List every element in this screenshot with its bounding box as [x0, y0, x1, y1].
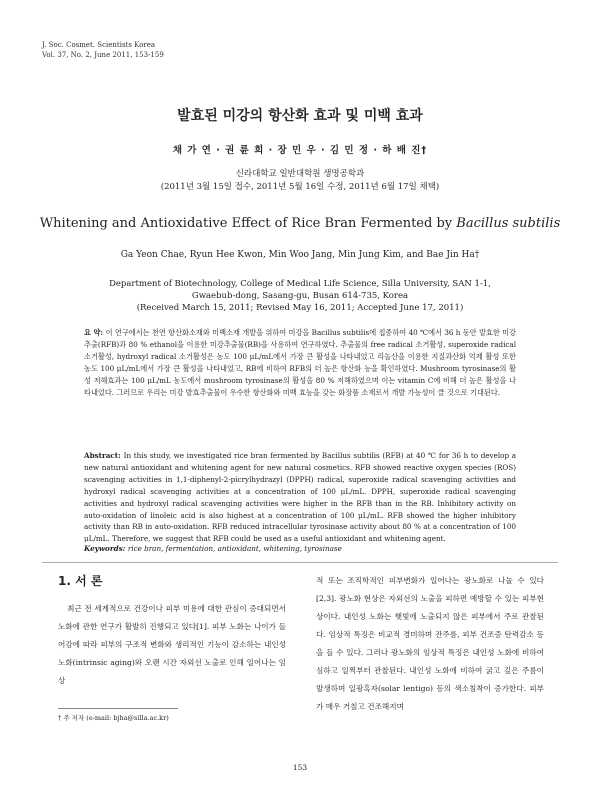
english-abstract-text: In this study, we investigated rice bran fermented by Bacillus subtilis (RFB) at 40 ℃ for 36 h to develop a new natural antioxidant and whitening agent for new natural cosmetics. RFB showed reactive oxygen species (ROS) scavenging activities in 1,1-diphenyl-2-picrylhydrazyl (DPPH) radical, superoxide radical scavenging activities and hydroxyl radical scavenging activities at a concentration of 100 μL/mL. DPPH, superoxide radical scavenging activities and hydroxyl radical scavenging activities were higher in the RFB than in the RB. Inhibitory activity on auto-oxidation of linoleic acid is also highest at a concentration of 100 μL/mL. RFB showed the higher inhibitory activity than RB in auto-oxidation. RFB reduced intracellular tyrosinase activity about 80 % at a concentration of 100 μL/mL. Therefore, we suggest that RFB could be used as a useful antioxidant and whitening agent. [84, 451, 517, 544]
korean-abstract [84, 327, 516, 399]
keywords-label: Keywords: [84, 544, 128, 553]
korean-affiliation: 신라대학교 일반대학원 생명공학과 [235, 169, 365, 179]
keywords-text: rice bran, fermentation, antioxidant, whitening, tyrosinase [127, 544, 342, 553]
english-affiliation-line2: Gwaebub-dong, Sasang-gu, Busan 614-735, Korea [191, 291, 409, 301]
korean-affiliation-block [0, 168, 600, 194]
korean-dates: (2011년 3월 15일 접수, 2011년 5월 16일 수정, 2011년 6월 17일 채택) [160, 182, 440, 192]
journal-name: J. Soc. Cosmet. Scientists Korea [42, 41, 156, 49]
korean-abstract-label: 요 약: [84, 328, 106, 337]
journal-header [42, 40, 164, 60]
english-title [0, 216, 600, 231]
english-abstract-label: Abstract: [84, 451, 124, 460]
english-authors: Ga Yeon Chae, Ryun Hee Kwon, Min Woo Jang, Min Jung Kim, and Bae Jin Ha† [120, 250, 480, 260]
english-title-species: Bacillus subtilis [456, 216, 561, 231]
footnote-divider [58, 708, 178, 709]
body-left-column: 최근 전 세계적으로 건강이나 피부 미용에 대한 관심이 증대되면서 노화에 관한 연구가 활발히 진행되고 있다[1]. 피부 노화는 나이가 들어감에 따라 피부의 구조적 변화와 생리적인 기능이 감소하는 내인성 노화(intrinsic aging)와 오랜 시간 자외선 노출로 인해 일어나는 임상 [58, 604, 286, 685]
korean-title: 발효된 미강의 항산화 효과 및 미백 효과 [177, 108, 423, 124]
section-divider [42, 562, 558, 563]
page-number: 153 [292, 763, 308, 772]
korean-authors: 채 가 연 · 권 륜 희 · 장 민 우 · 김 민 정 · 하 배 진† [172, 145, 428, 156]
body-right-column: 적 또는 조직학적인 피부변화가 일어나는 광노화로 나눌 수 있다[2,3]. 광노화 현상은 자외선의 노출을 피하면 예방할 수 있는 피부현상이다. 내인성 노화는 햇빛에 노출되지 않은 피부에서 주로 관찰된다. 임상적 특징은 비교적 경미하며 잔주름, 피부 건조증 탄력감소 등을 들 수 있다. 그러나 광노화의 임상적 특징은 내인성 노화에 비하여 심하고 일찍부터 관찰된다. 내인성 노화에 비하여 굵고 깊은 주름이 발생하며 일광흑자(solar lentigo) 등의 색소침착이 증가한다. 피부가 매우 거칠고 건조해지며 [316, 576, 544, 711]
keywords [84, 544, 516, 553]
english-dates: (Received March 15, 2011; Revised May 16, 2011; Accepted June 17, 2011) [136, 303, 464, 313]
english-abstract [84, 450, 516, 545]
english-title-prefix: Whitening and Antioxidative Effect of Rice Bran Fermented by [39, 216, 457, 231]
english-affiliation-block [0, 278, 600, 314]
english-affiliation-line1: Department of Biotechnology, College of Medical Life Science, Silla University, SAN 1-1, [109, 279, 491, 289]
journal-volume: Vol. 37, No. 2, June 2011, 153-159 [42, 51, 164, 59]
section-title: 1. 서 론 [58, 574, 103, 588]
footnote: † 주 저자 (e-mail: bjha@silla.ac.kr) [58, 714, 169, 722]
korean-abstract-text: 이 연구에서는 천연 항산화소재와 미백소재 개발을 위하여 미강을 Bacillus subtilis에 접종하여 40 ℃에서 36 h 동안 발효한 미강추출(RFB)과 80 % ethanol을 이용한 미강추출물(RB)을 사용하여 연구하였다. 추출물의 free radical 소거활성, superoxide radical 소거활성, hydroxyl radical 소거활성은 농도 100 μL/mL에서 가장 큰 활성을 나타내었고 리놀산을 이용한 지질과산화 억제 활성 또한 농도 100 μL/mL에서 가장 큰 활성을 나타내었고, RB에 비하여 RFB의 더 높은 항산화 능을 확인하였다. Mushroom tyrosinase의 활성 저해효과는 100 μL/mL 농도에서 mushroom tyrosinase의 활성을 80 % 저해하였으며 이는 vitamin C에 비해 더 높은 활성을 나타내었다. 그러므로 우리는 미강 발효추출물이 우수한 항산화와 미백 효능을 갖는 화장품 소재로서 개발 가능성이 클 것으로 기대된다. [84, 328, 516, 397]
